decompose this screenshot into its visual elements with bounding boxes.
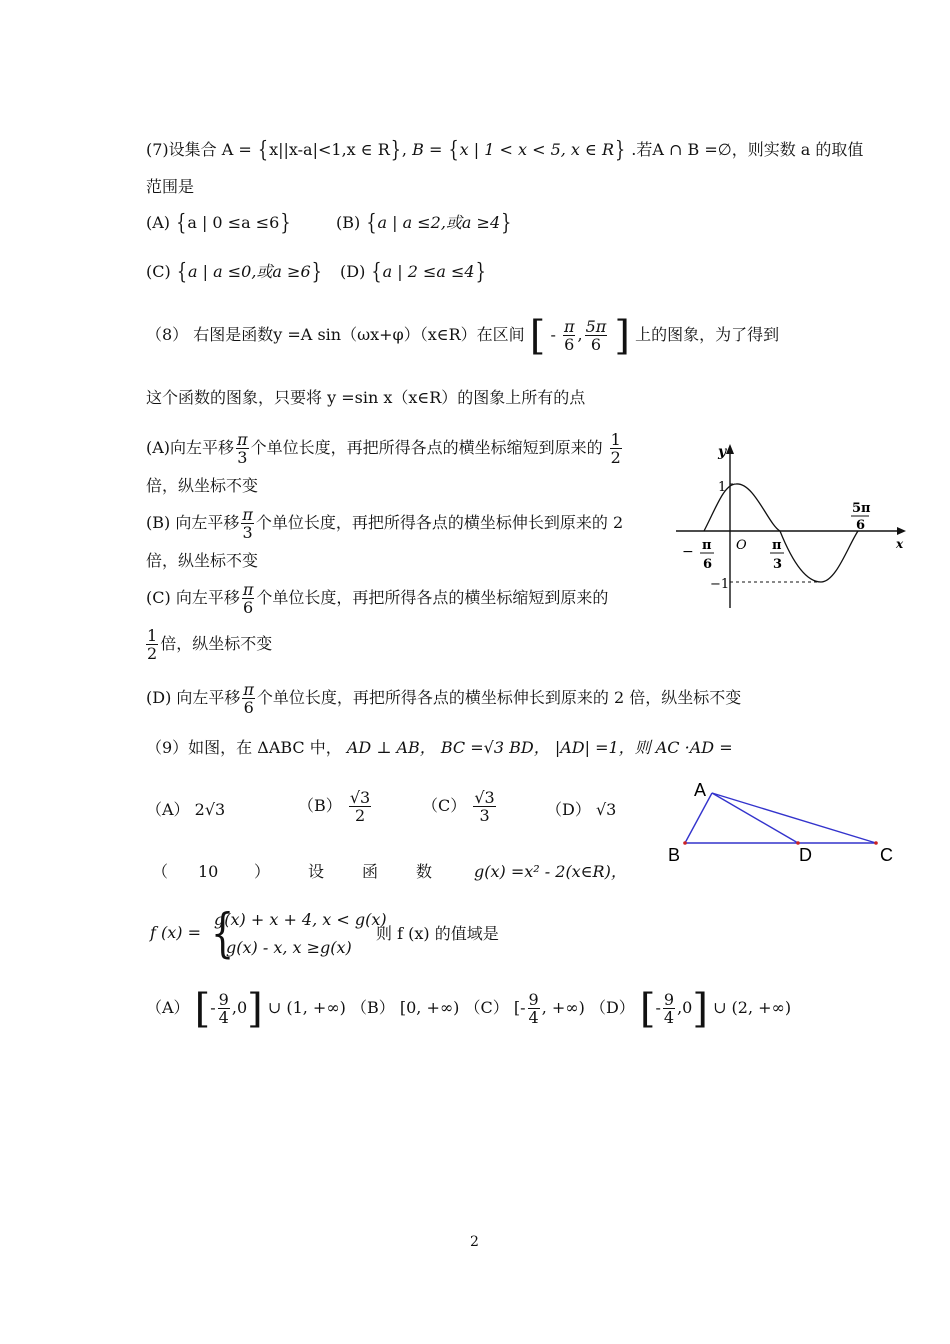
q8-option-a-frac2-num: 1: [610, 430, 621, 449]
q8-option-a-frac-den: 3: [237, 448, 248, 467]
q8-option-b: [146, 505, 623, 541]
q8-option-a-frac: [236, 431, 249, 466]
q7-set-b-body: x | 1 < x < 5, x ∈ R: [459, 140, 615, 159]
page-number: 2: [470, 1234, 479, 1250]
q10-option-d-union: ∪ (2, +∞): [713, 998, 792, 1017]
q9-option-a-label: （A）: [146, 800, 190, 819]
q8-sine-graph: [676, 436, 916, 616]
q7-option-c-label: (C): [146, 262, 171, 281]
origin-label: O: [736, 538, 747, 553]
label-d: D: [799, 845, 812, 865]
q9-ask: AC ·AD =: [655, 738, 733, 757]
q10-option-a-frac: [218, 991, 230, 1026]
q9-option-b-den: 2: [354, 806, 366, 825]
q10-line1: [152, 862, 168, 882]
q9-option-b: [298, 788, 373, 824]
segment-ab: [685, 793, 712, 843]
q8-option-d: [146, 680, 741, 716]
x-axis-arrow-icon: [897, 527, 906, 535]
q10-option-a-union: ∪ (1, +∞): [267, 998, 346, 1017]
q8-option-b-frac-den: 3: [242, 523, 253, 542]
q8-option-d-frac-num: π: [243, 680, 254, 699]
q7-option-a-body: a | 0 ≤a ≤6: [187, 213, 280, 232]
q8-option-a-frac-num: π: [237, 430, 248, 449]
q10-f-lhs: f (x) =: [150, 923, 202, 942]
q7-option-b: (B) {a | a ≤2,或a ≥4}: [336, 209, 512, 236]
q10-option-d-den: 4: [663, 1008, 675, 1027]
q8-option-b-frac: [241, 506, 254, 541]
q9-option-a-body: 2√3: [194, 800, 226, 819]
q9-option-d-label: （D）: [546, 800, 591, 819]
x-tick-pi3-den: 3: [773, 557, 783, 572]
q10-option-a-den: 4: [218, 1008, 229, 1027]
q10-option-d-rest: ,0: [677, 998, 693, 1017]
q9-line1: [146, 738, 733, 758]
q9-triangle-figure: [660, 778, 910, 870]
q10-case1: g(x) + x + 4, x < g(x): [214, 910, 387, 929]
q8-interval-left-den: 6: [564, 335, 575, 354]
q10-option-a-label: （A）: [146, 998, 190, 1017]
label-b: B: [668, 845, 681, 865]
q8-option-c-text2: 个单位长度，再把所得各点的横坐标缩短到原来的: [256, 588, 609, 607]
q7-option-a: (A) {a | 0 ≤a ≤6}: [146, 209, 291, 236]
point-b: [683, 841, 687, 845]
q8-option-c-frac-den: 6: [242, 598, 254, 617]
q7-set-b-label: B =: [412, 140, 443, 159]
q10-option-c-num: 9: [528, 990, 539, 1009]
q7-option-d-body: a | 2 ≤a ≤4: [382, 262, 475, 281]
q8-option-a-frac2: [610, 431, 622, 466]
q10-option-c-label: （C）: [464, 998, 509, 1017]
point-c: [874, 841, 878, 845]
q9-option-c-frac: [473, 789, 495, 824]
q7-option-b-body: a | a ≤2,或a ≥4: [377, 213, 501, 232]
q10-option-c-frac: [528, 991, 540, 1026]
q10-option-a-num: 9: [218, 990, 229, 1009]
q9-option-d: [546, 800, 616, 820]
y-axis-arrow-icon: [726, 444, 734, 454]
q8-interval-right-num: 5π: [585, 317, 607, 336]
y-tick-neg-one: −1: [710, 577, 730, 592]
q8-option-a-frac2-den: 2: [610, 448, 621, 467]
q10-option-c-post: , +∞): [541, 998, 585, 1017]
q7-option-c: (C) {a | a ≤0,或a ≥6}: [146, 258, 322, 285]
x-tick-5pi6-den: 6: [856, 518, 866, 533]
x-tick-neg-pi6-den: 6: [703, 557, 713, 572]
q8-option-b-text1: (B) 向左平移: [146, 513, 240, 532]
q8-interval-right-den: 6: [590, 335, 602, 354]
label-a: A: [694, 780, 707, 800]
q9-option-d-body: √3: [595, 800, 617, 819]
q8-option-a: [146, 430, 624, 466]
q8-option-d-text1: (D) 向左平移: [146, 688, 241, 707]
segment-ad: [712, 793, 798, 843]
q10-option-d-num: 9: [663, 990, 675, 1009]
q7-option-c-body: a | a ≤0,或a ≥6: [188, 262, 311, 281]
x-tick-neg-pi6-sign: −: [682, 544, 694, 560]
q7-option-b-label: (B): [336, 213, 361, 232]
q8-option-a-line2: 倍，纵坐标不变: [146, 476, 259, 495]
q8-option-d-frac: [242, 681, 255, 716]
q8-option-a-text2: 个单位长度，再把所得各点的横坐标缩短到原来的: [250, 438, 603, 457]
q8-prefix: （8） 右图是函数y =A sin（ωx+φ）（x∈R）在区间: [146, 325, 525, 344]
q7-prefix: (7)设集合: [146, 140, 217, 159]
q8-line2: 这个函数的图象，只要将 y =sin x（x∈R）的图象上所有的点: [146, 388, 586, 407]
q9-option-c-label: （C）: [422, 796, 467, 815]
q10-tail: 则 f (x) 的值域是: [376, 924, 499, 943]
q10-option-a-sign: -: [210, 998, 216, 1017]
q8-option-a-text1: (A)向左平移: [146, 438, 235, 457]
q10-option-c-den: 4: [528, 1008, 539, 1027]
q7-set-a-label: A =: [221, 140, 252, 159]
q9-option-b-frac: [349, 789, 371, 824]
q10-word-2: 函: [362, 862, 379, 881]
q10-option-d-frac: [663, 991, 675, 1026]
q10-number: 10: [198, 862, 219, 881]
q8-option-d-frac-den: 6: [243, 698, 254, 717]
q10-option-c-pre: [-: [513, 998, 526, 1017]
q9-cond3: |AD| =1，则: [554, 738, 651, 757]
x-tick-pi3-num: π: [772, 538, 782, 553]
y-tick-one: 1: [718, 480, 727, 495]
q10-word-3: 数: [416, 862, 433, 881]
q8-line1: （8） 右图是函数y =A sin（ωx+φ）（x∈R）在区间 [ - $\frac{\pi}{6}$ , $\frac{5\pi}{6}$ ] 上的图象，为了得到: [146, 312, 780, 359]
q9-cond1: AD ⊥ AB，: [346, 738, 436, 757]
q8-interval-sign: -: [550, 325, 556, 344]
q8-option-c-line2: [144, 626, 272, 662]
q7-option-a-label: (A): [146, 213, 171, 232]
q10-option-d-sign: -: [655, 998, 661, 1017]
q8-option-b-line2: 倍，纵坐标不变: [146, 551, 259, 570]
q9-option-b-label: （B）: [298, 796, 342, 815]
label-c: C: [880, 845, 893, 865]
q8-interval-left-num: π: [563, 317, 575, 336]
x-tick-neg-pi6-num: π: [702, 538, 712, 553]
q10-option-a-rest: ,0: [231, 998, 248, 1017]
q7-line2: 范围是: [146, 177, 195, 196]
q8-option-c-frac2-num: 1: [147, 626, 158, 645]
q10-option-b-body: [0, +∞): [399, 998, 460, 1017]
q9-option-c: [422, 788, 498, 824]
q10-option-d-label: （D）: [589, 998, 635, 1017]
q9-option-c-den: 3: [479, 806, 490, 825]
q8-option-c-frac-num: π: [242, 580, 254, 599]
q9-option-b-num: √3: [349, 788, 371, 807]
q8-option-c-frac: [242, 581, 255, 616]
q8-option-c-frac2-den: 2: [147, 644, 158, 663]
q8-option-c-text1: (C) 向左平移: [146, 588, 240, 607]
q10-word-1: 设: [308, 862, 325, 881]
q7-option-d-label: (D): [340, 262, 366, 281]
q10-case2: g(x) - x, x ≥g(x): [226, 938, 352, 957]
q10-f-def: f (x) = {: [150, 903, 235, 964]
segment-ac: [712, 793, 876, 843]
q8-option-b-frac-num: π: [242, 505, 253, 524]
q9-option-a: [146, 800, 225, 820]
q10-g-def: g(x) =x² - 2(x∈R)，: [474, 862, 627, 881]
q8-option-d-text2: 个单位长度，再把所得各点的横坐标伸长到原来的 2 倍，纵坐标不变: [256, 688, 742, 707]
q7-option-d: (D) {a | 2 ≤a ≤4}: [340, 258, 486, 285]
q8-option-c-text3: 倍，纵坐标不变: [160, 634, 273, 653]
q10-option-b-label: （B）: [350, 998, 395, 1017]
q10-paren-close: ）: [254, 862, 271, 881]
q7-line1: (7)设集合 A = {x||x-a|<1,x ∈ R}, B = {x | 1 < x < 5, x ∈ R} .若A ∩ B =∅，则实数 a 的取值: [146, 136, 864, 163]
x-tick-5pi6-num: 5π: [852, 501, 871, 516]
q10-paren-open: （: [152, 862, 169, 881]
q8-interval-right: [585, 318, 608, 353]
q7-set-a-body: x||x-a|<1,x ∈ R: [269, 140, 390, 159]
q7-condition: .若A ∩ B =∅，则实数 a 的取值: [631, 140, 864, 159]
q8-option-c-frac2: [146, 627, 158, 662]
q9-prefix: （9）如图，在 ΔABC 中，: [146, 738, 342, 757]
q8-suffix: 上的图象，为了得到: [635, 325, 780, 344]
q9-option-c-num: √3: [474, 788, 495, 807]
q9-cond2: BC =√3 BD，: [440, 738, 550, 757]
y-axis-label: y: [718, 444, 727, 460]
q8-option-c: [146, 580, 608, 616]
q10-options: （A） [- $\frac{9}{4}$ ,0] ∪ (1, +∞) （B） [0, +∞) （C） [- $\frac{9}{4}$ , +∞) （D） [- $\frac{9}{4}$ ,0] ∪ (2, +∞): [146, 985, 792, 1032]
q8-interval-left: [563, 318, 576, 353]
x-axis-label: x: [896, 537, 904, 551]
q8-option-b-text2: 个单位长度，再把所得各点的横坐标伸长到原来的 2: [255, 513, 624, 532]
